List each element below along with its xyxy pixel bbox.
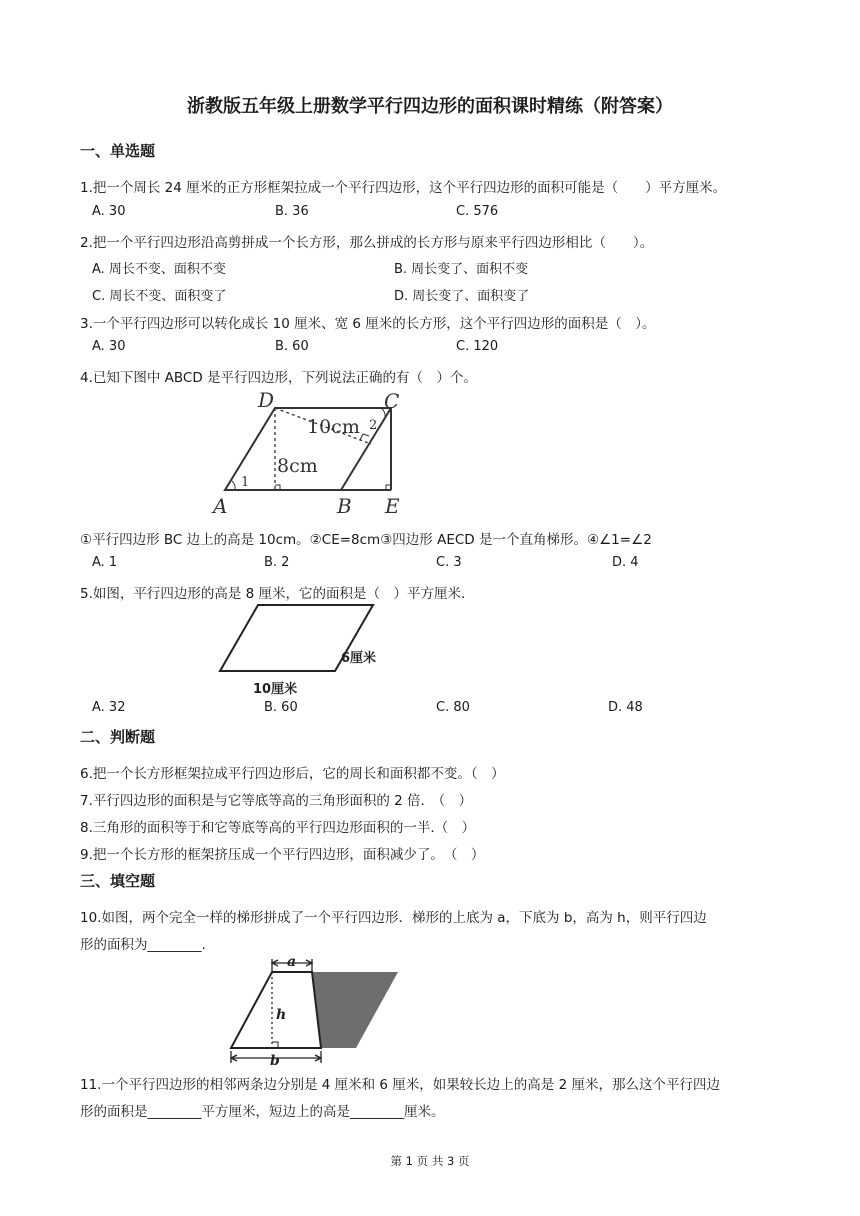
q3-option-a: A. 30	[92, 339, 126, 354]
question-7-text: 7.平行四边形的面积是与它等底等高的三角形面积的 2 倍. （ ）	[80, 793, 473, 809]
question-8-text: 8.三角形的面积等于和它等底等高的平行四边形面积的一半.（ ）	[80, 820, 476, 836]
q4-option-c: C. 3	[436, 555, 462, 570]
q10-trapezoid-figure	[224, 955, 404, 1067]
question-2-text: 2.把一个平行四边形沿高剪拼成一个长方形，那么拼成的长方形与原来平行四边形相比（ ）。	[80, 235, 654, 251]
q4-label-angle2: 2	[369, 418, 378, 433]
q2-option-d: D. 周长变了、面积变了	[394, 289, 530, 304]
q1-option-c: C. 576	[456, 204, 499, 219]
q5-option-d: D. 48	[608, 700, 643, 715]
section-heading-true-false: 二、判断题	[80, 728, 156, 746]
question-5-text: 5.如图，平行四边形的高是 8 厘米，它的面积是（ ）平方厘米.	[80, 586, 466, 602]
q2-option-c: C. 周长不变、面积变了	[92, 289, 227, 304]
question-10-text-line2: 形的面积为________.	[80, 937, 206, 953]
q1-option-a: A. 30	[92, 204, 126, 219]
question-10-text-line1: 10.如图，两个完全一样的梯形拼成了一个平行四边形．梯形的上底为 a，下底为 b，高为 h，则平行四边	[80, 910, 707, 926]
q4-option-d: D. 4	[612, 555, 639, 570]
page-footer: 第 1 页 共 3 页	[390, 1154, 470, 1168]
question-11-text-line2: 形的面积是________平方厘米，短边上的高是________厘米。	[80, 1104, 445, 1120]
q2-option-a: A. 周长不变、面积不变	[92, 262, 226, 277]
q3-option-c: C. 120	[456, 339, 499, 354]
question-9-text: 9.把一个长方形的框架挤压成一个平行四边形，面积减少了。 （ ）	[80, 847, 485, 863]
q10-label-a: a	[287, 955, 297, 970]
q5-option-c: C. 80	[436, 700, 470, 715]
q4-option-b: B. 2	[264, 555, 290, 570]
question-6-text: 6.把一个长方形框架拉成平行四边形后，它的周长和面积都不变。（ ）	[80, 766, 505, 782]
q5-parallelogram-figure	[215, 598, 395, 698]
q3-option-b: B. 60	[275, 339, 309, 354]
question-1-text: 1.把一个周长 24 厘米的正方形框架拉成一个平行四边形，这个平行四边形的面积可能是（ ）平方厘米。	[80, 180, 727, 196]
q5-label-side: 6厘米	[341, 651, 377, 666]
q1-option-b: B. 36	[275, 204, 309, 219]
section-heading-single-choice: 一、单选题	[80, 142, 156, 160]
q4-label-height: 8cm	[277, 455, 318, 477]
q10-label-h: h	[276, 1007, 287, 1023]
document-title: 浙教版五年级上册数学平行四边形的面积课时精练（附答案）	[187, 96, 673, 117]
section-heading-fill-in: 三、填空题	[80, 872, 156, 890]
q4-parallelogram-figure	[205, 388, 415, 520]
q4-label-angle1: 1	[241, 475, 250, 490]
question-4-text: 4.已知下图中 ABCD 是平行四边形，下列说法正确的有（ ）个。	[80, 370, 478, 386]
question-3-text: 3.一个平行四边形可以转化成长 10 厘米、宽 6 厘米的长方形，这个平行四边形的面积是（ ）。	[80, 316, 656, 332]
q4-label-A: A	[213, 494, 228, 518]
q4-label-C: C	[384, 389, 400, 413]
question-11-text-line1: 11.一个平行四边形的相邻两条边分别是 4 厘米和 6 厘米，如果较长边上的高是 2 厘米，那么这个平行四边	[80, 1077, 720, 1093]
q5-option-a: A. 32	[92, 700, 126, 715]
q4-label-B: B	[337, 494, 352, 518]
q5-option-b: B. 60	[264, 700, 298, 715]
q2-option-b: B. 周长变了、面积不变	[394, 262, 529, 277]
q4-label-D: D	[258, 388, 275, 412]
q4-option-a: A. 1	[92, 555, 118, 570]
q4-label-diagonal: 10cm	[307, 416, 360, 438]
q5-label-base: 10厘米	[253, 682, 298, 697]
q10-label-b: b	[270, 1053, 280, 1067]
q4-label-E: E	[385, 494, 400, 518]
q4-statements: ①平行四边形 BC 边上的高是 10cm。②CE=8cm③四边形 AECD 是一个直角梯形。④∠1=∠2	[80, 532, 652, 548]
